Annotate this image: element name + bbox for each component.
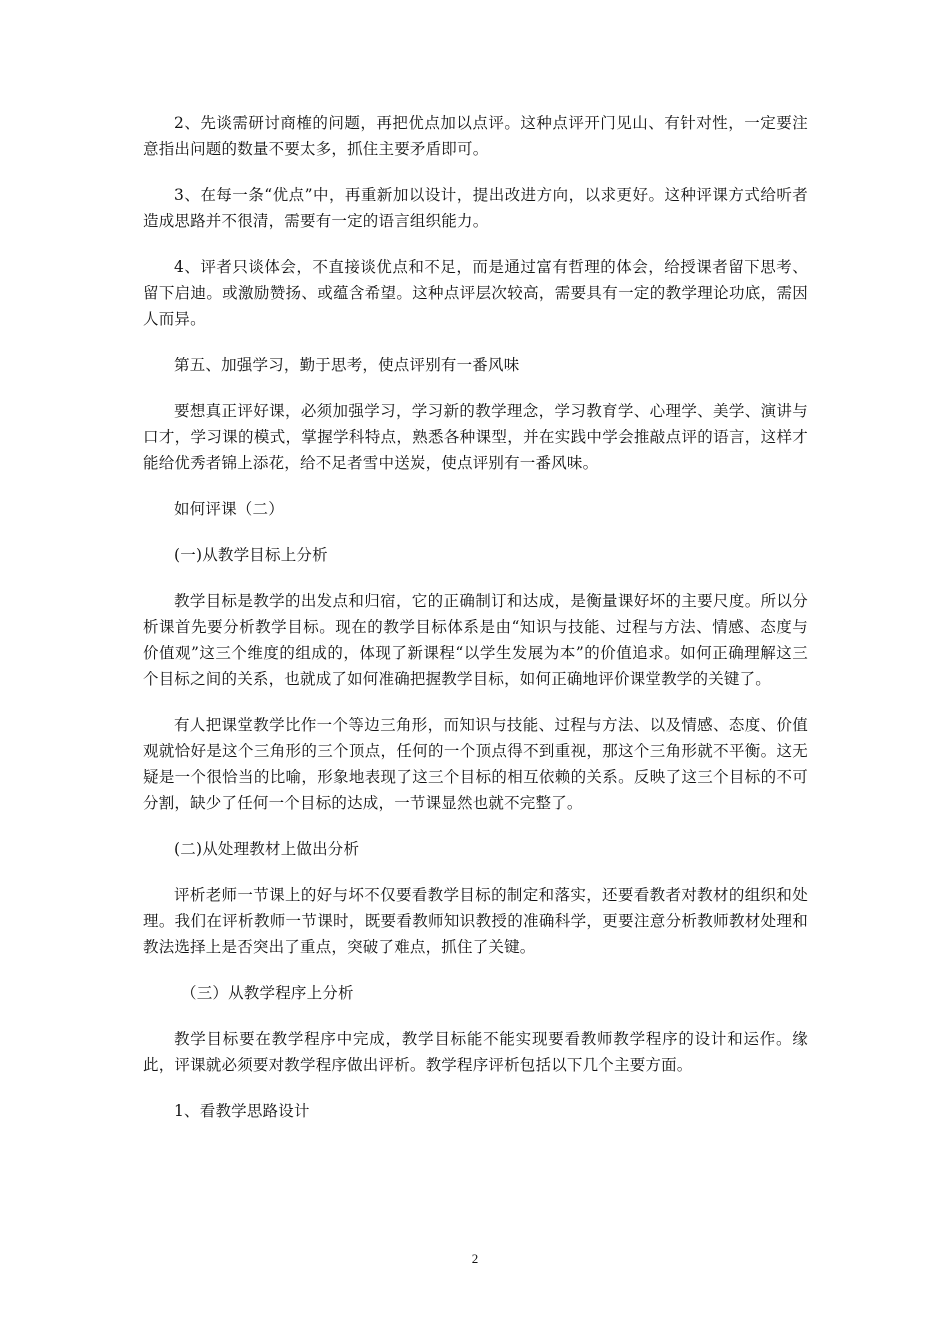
- paragraph-goals: 教学目标是教学的出发点和归宿，它的正确制订和达成，是衡量课好坏的主要尺度。所以分析课首先要分析教学目标。现在的教学目标体系是由“知识与技能、过程与方法、情感、态度与价值观”这三个维度的组成的，体现了新课程“以学生发展为本”的价值追求。如何正确理解这三个目标之间的关系，也就成了如何准确把握教学目标，如何正确地评价课堂教学的关键了。: [143, 592, 808, 688]
- paragraph-study: 要想真正评好课，必须加强学习，学习新的教学理念，学习教育学、心理学、美学、演讲与口才，学习课的模式，掌握学科特点，熟悉各种课型，并在实践中学会推敲点评的语言，这样才能给优秀者锦上添花，给不足者雪中送炭，使点评别有一番风味。: [143, 402, 808, 472]
- page-number: 2: [471, 1251, 479, 1266]
- section-heading-goals: (一)从教学目标上分析: [174, 546, 328, 564]
- paragraph-point-3: 3、在每一条“优点”中，再重新加以设计，提出改进方向，以求更好。这种评课方式给听者造成思路并不很清，需要有一定的语言组织能力。: [143, 186, 808, 230]
- section-title-how-to-evaluate: 如何评课（二）: [174, 500, 284, 518]
- paragraph-materials: 评析老师一节课上的好与坏不仅要看教学目标的制定和落实，还要看教者对教材的组织和处理。我们在评析教师一节课时，既要看教师知识教授的准确科学，更要注意分析教师教材处理和教法选择上是否突出了重点，突破了难点，抓住了关键。: [143, 886, 808, 956]
- section-heading-procedure: （三）从教学程序上分析: [181, 984, 354, 1002]
- page-content: [143, 110, 808, 1144]
- paragraph-procedure: 教学目标要在教学程序中完成，教学目标能不能实现要看教师教学程序的设计和运作。缘此，评课就必须要对教学程序做出评析。教学程序评析包括以下几个主要方面。: [143, 1030, 808, 1074]
- section-heading-fifth: 第五、加强学习，勤于思考，使点评别有一番风味: [174, 356, 520, 374]
- paragraph-point-4: 4、评者只谈体会，不直接谈优点和不足，而是通过富有哲理的体会，给授课者留下思考、留下启迪。或激励赞扬、或蕴含希望。这种点评层次较高，需要具有一定的教学理论功底，需因人而异。: [143, 258, 808, 328]
- subsection-heading-design: 1、看教学思路设计: [174, 1102, 310, 1120]
- paragraph-triangle: 有人把课堂教学比作一个等边三角形，而知识与技能、过程与方法、以及情感、态度、价值观就恰好是这个三角形的三个顶点，任何的一个顶点得不到重视，那这个三角形就不平衡。这无疑是一个很恰当的比喻，形象地表现了这三个目标的相互依赖的关系。反映了这三个目标的不可分割，缺少了任何一个目标的达成，一节课显然也就不完整了。: [143, 716, 808, 812]
- section-heading-materials: (二)从处理教材上做出分析: [174, 840, 360, 858]
- paragraph-point-2: 2、先谈需研讨商榷的问题，再把优点加以点评。这种点评开门见山、有针对性，一定要注意指出问题的数量不要太多，抓住主要矛盾即可。: [143, 114, 808, 158]
